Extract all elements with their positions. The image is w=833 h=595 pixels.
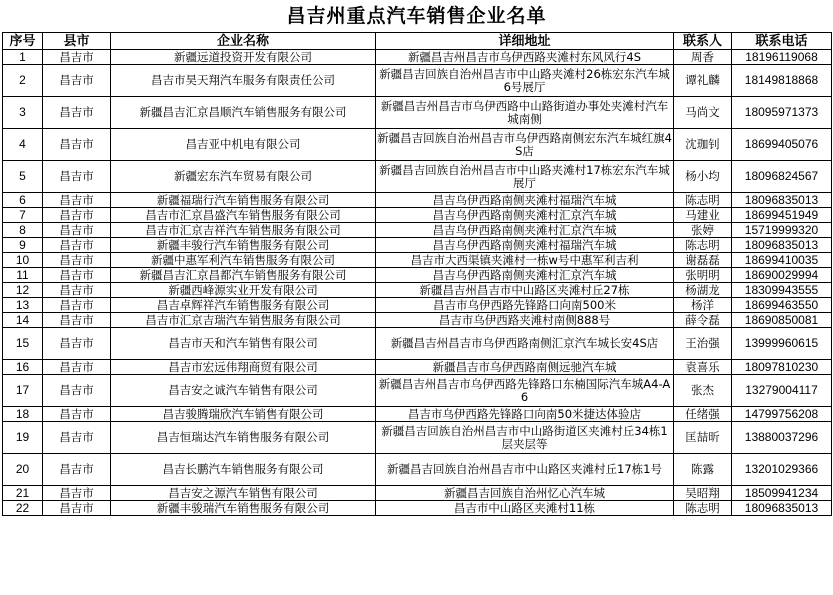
cell-phone: 18196119068 xyxy=(732,50,832,65)
cell-county: 昌吉市 xyxy=(43,328,111,360)
cell-phone: 18509941234 xyxy=(732,486,832,501)
table-row xyxy=(3,298,832,313)
cell-company: 昌吉市汇京吉瑞汽车销售服务有限公司 xyxy=(111,313,376,328)
cell-phone: 18699405076 xyxy=(732,129,832,161)
cell-index: 22 xyxy=(3,501,43,516)
cell-address: 昌吉市中山路区夹滩村11栋 xyxy=(376,501,674,516)
cell-county: 昌吉市 xyxy=(43,360,111,375)
cell-county: 昌吉市 xyxy=(43,298,111,313)
cell-contact: 谢磊磊 xyxy=(674,253,732,268)
cell-phone: 18690850081 xyxy=(732,313,832,328)
cell-address: 新疆昌吉州昌吉市乌伊西路先锋路口东楠国际汽车城A4-A6 xyxy=(376,375,674,407)
header-company: 企业名称 xyxy=(111,33,376,50)
cell-address: 昌吉市乌伊西路夹滩村南侧888号 xyxy=(376,313,674,328)
table-row xyxy=(3,193,832,208)
cell-phone: 18149818868 xyxy=(732,65,832,97)
cell-contact: 谭礼麟 xyxy=(674,65,732,97)
cell-county: 昌吉市 xyxy=(43,97,111,129)
cell-index: 15 xyxy=(3,328,43,360)
table-row xyxy=(3,268,832,283)
cell-address: 新疆昌吉回族自治州昌吉市中山路街道区夹滩村丘34栋1层夹层等 xyxy=(376,422,674,454)
cell-address: 新疆昌吉回族自治州昌吉市中山路夹滩村17栋宏东汽车城展厅 xyxy=(376,161,674,193)
cell-index: 13 xyxy=(3,298,43,313)
cell-address: 昌吉市大西渠镇夹滩村一栋w号中惠军利吉利 xyxy=(376,253,674,268)
cell-contact: 杨湖龙 xyxy=(674,283,732,298)
cell-company: 昌吉安之诚汽车销售有限公司 xyxy=(111,375,376,407)
cell-company: 新疆远道投资开发有限公司 xyxy=(111,50,376,65)
cell-county: 昌吉市 xyxy=(43,407,111,422)
cell-company: 新疆福瑞行汽车销售服务有限公司 xyxy=(111,193,376,208)
table-row xyxy=(3,238,832,253)
cell-phone: 13279004117 xyxy=(732,375,832,407)
cell-address: 昌吉乌伊西路南侧夹滩村福瑞汽车城 xyxy=(376,238,674,253)
table-row xyxy=(3,313,832,328)
cell-index: 17 xyxy=(3,375,43,407)
cell-phone: 14799756208 xyxy=(732,407,832,422)
cell-contact: 陈志明 xyxy=(674,501,732,516)
cell-address: 新疆昌吉回族自治州昌吉市中山路区夹滩村丘17栋1号 xyxy=(376,454,674,486)
cell-index: 19 xyxy=(3,422,43,454)
cell-company: 新疆丰骏瑞汽车销售服务有限公司 xyxy=(111,501,376,516)
table-row xyxy=(3,161,832,193)
cell-index: 4 xyxy=(3,129,43,161)
table-header-row xyxy=(3,33,832,50)
cell-contact: 任绪强 xyxy=(674,407,732,422)
table-row xyxy=(3,65,832,97)
header-county: 县市 xyxy=(43,33,111,50)
cell-phone: 18096835013 xyxy=(732,501,832,516)
cell-company: 昌吉市天和汽车销售有限公司 xyxy=(111,328,376,360)
cell-county: 昌吉市 xyxy=(43,50,111,65)
table-row xyxy=(3,97,832,129)
cell-county: 昌吉市 xyxy=(43,422,111,454)
cell-contact: 陈露 xyxy=(674,454,732,486)
table-row xyxy=(3,253,832,268)
table-row xyxy=(3,454,832,486)
header-contact: 联系人 xyxy=(674,33,732,50)
cell-contact: 张婷 xyxy=(674,223,732,238)
dealer-table xyxy=(2,32,832,516)
cell-county: 昌吉市 xyxy=(43,253,111,268)
cell-phone: 18096835013 xyxy=(732,193,832,208)
cell-index: 21 xyxy=(3,486,43,501)
cell-contact: 马建业 xyxy=(674,208,732,223)
table-row xyxy=(3,283,832,298)
cell-company: 昌吉骏腾瑞欣汽车销售有限公司 xyxy=(111,407,376,422)
cell-contact: 匡喆昕 xyxy=(674,422,732,454)
table-row xyxy=(3,422,832,454)
cell-county: 昌吉市 xyxy=(43,65,111,97)
table-row xyxy=(3,328,832,360)
cell-contact: 张明明 xyxy=(674,268,732,283)
cell-index: 12 xyxy=(3,283,43,298)
header-phone: 联系电话 xyxy=(732,33,832,50)
table-body xyxy=(3,50,832,516)
cell-phone: 18096835013 xyxy=(732,238,832,253)
cell-company: 新疆西峰源实业开发有限公司 xyxy=(111,283,376,298)
cell-address: 昌吉乌伊西路南侧夹滩村汇京汽车城 xyxy=(376,223,674,238)
cell-index: 2 xyxy=(3,65,43,97)
header-index: 序号 xyxy=(3,33,43,50)
cell-company: 昌吉亚中机电有限公司 xyxy=(111,129,376,161)
cell-county: 昌吉市 xyxy=(43,375,111,407)
cell-phone: 18699410035 xyxy=(732,253,832,268)
cell-index: 18 xyxy=(3,407,43,422)
cell-address: 昌吉市乌伊西路先锋路口向南50米捷达体验店 xyxy=(376,407,674,422)
cell-county: 昌吉市 xyxy=(43,501,111,516)
cell-index: 9 xyxy=(3,238,43,253)
cell-contact: 杨洋 xyxy=(674,298,732,313)
cell-phone: 18096824567 xyxy=(732,161,832,193)
cell-company: 新疆昌吉汇京昌都汽车销售服务有限公司 xyxy=(111,268,376,283)
cell-index: 7 xyxy=(3,208,43,223)
table-row xyxy=(3,501,832,516)
cell-contact: 吴昭翔 xyxy=(674,486,732,501)
cell-contact: 王治强 xyxy=(674,328,732,360)
table-row xyxy=(3,375,832,407)
cell-address: 昌吉市乌伊西路先锋路口向南500米 xyxy=(376,298,674,313)
table-row xyxy=(3,360,832,375)
cell-index: 20 xyxy=(3,454,43,486)
cell-index: 1 xyxy=(3,50,43,65)
cell-company: 昌吉市汇京昌盛汽车销售服务有限公司 xyxy=(111,208,376,223)
table-row xyxy=(3,208,832,223)
cell-index: 8 xyxy=(3,223,43,238)
cell-phone: 18699463550 xyxy=(732,298,832,313)
cell-phone: 18095971373 xyxy=(732,97,832,129)
cell-phone: 13880037296 xyxy=(732,422,832,454)
header-address: 详细地址 xyxy=(376,33,674,50)
cell-county: 昌吉市 xyxy=(43,454,111,486)
cell-phone: 13999960615 xyxy=(732,328,832,360)
cell-contact: 陈志明 xyxy=(674,193,732,208)
cell-company: 昌吉卓辉祥汽车销售服务有限公司 xyxy=(111,298,376,313)
cell-index: 5 xyxy=(3,161,43,193)
cell-company: 昌吉市汇京吉祥汽车销售服务有限公司 xyxy=(111,223,376,238)
cell-phone: 13201029366 xyxy=(732,454,832,486)
cell-address: 新疆昌吉州昌吉市乌伊西路南侧汇京汽车城长安4S店 xyxy=(376,328,674,360)
page-title: 昌吉州重点汽车销售企业名单 xyxy=(286,5,547,27)
cell-contact: 沈珈钊 xyxy=(674,129,732,161)
cell-contact: 张杰 xyxy=(674,375,732,407)
cell-contact: 马尚文 xyxy=(674,97,732,129)
cell-county: 昌吉市 xyxy=(43,283,111,298)
cell-company: 昌吉市宏远伟翔商贸有限公司 xyxy=(111,360,376,375)
cell-county: 昌吉市 xyxy=(43,223,111,238)
cell-company: 昌吉市昊天翔汽车服务有限责任公司 xyxy=(111,65,376,97)
cell-county: 昌吉市 xyxy=(43,313,111,328)
cell-index: 14 xyxy=(3,313,43,328)
cell-county: 昌吉市 xyxy=(43,161,111,193)
cell-address: 新疆昌吉州昌吉市乌伊西路夹滩村东风风行4S xyxy=(376,50,674,65)
cell-contact: 薛令磊 xyxy=(674,313,732,328)
cell-index: 11 xyxy=(3,268,43,283)
cell-index: 10 xyxy=(3,253,43,268)
cell-contact: 陈志明 xyxy=(674,238,732,253)
cell-county: 昌吉市 xyxy=(43,268,111,283)
cell-phone: 18699451949 xyxy=(732,208,832,223)
cell-company: 昌吉安之源汽车销售有限公司 xyxy=(111,486,376,501)
cell-county: 昌吉市 xyxy=(43,486,111,501)
cell-index: 16 xyxy=(3,360,43,375)
cell-address: 新疆昌吉回族自治州昌吉市中山路夹滩村26栋宏东汽车城6号展厅 xyxy=(376,65,674,97)
table-row xyxy=(3,486,832,501)
cell-contact: 杨小均 xyxy=(674,161,732,193)
cell-county: 昌吉市 xyxy=(43,129,111,161)
table-row xyxy=(3,223,832,238)
cell-address: 昌吉乌伊西路南侧夹滩村福瑞汽车城 xyxy=(376,193,674,208)
cell-company: 新疆中惠军利汽车销售服务有限公司 xyxy=(111,253,376,268)
table-row xyxy=(3,129,832,161)
cell-phone: 18309943555 xyxy=(732,283,832,298)
cell-index: 3 xyxy=(3,97,43,129)
table-row xyxy=(3,407,832,422)
cell-address: 新疆昌吉州昌吉市中山路区夹滩村丘27栋 xyxy=(376,283,674,298)
cell-address: 昌吉乌伊西路南侧夹滩村汇京汽车城 xyxy=(376,208,674,223)
table-row xyxy=(3,50,832,65)
cell-contact: 袁喜乐 xyxy=(674,360,732,375)
cell-phone: 18097810230 xyxy=(732,360,832,375)
cell-index: 6 xyxy=(3,193,43,208)
cell-address: 新疆昌吉州昌吉市乌伊西路中山路街道办事处夹滩村汽车城南侧 xyxy=(376,97,674,129)
cell-company: 新疆丰骏行汽车销售服务有限公司 xyxy=(111,238,376,253)
cell-address: 昌吉乌伊西路南侧夹滩村汇京汽车城 xyxy=(376,268,674,283)
cell-address: 新疆昌吉回族自治州昌吉市乌伊西路南侧宏东汽车城红旗4S店 xyxy=(376,129,674,161)
cell-company: 昌吉长鹏汽车销售服务有限公司 xyxy=(111,454,376,486)
cell-phone: 15719999320 xyxy=(732,223,832,238)
cell-county: 昌吉市 xyxy=(43,208,111,223)
cell-address: 新疆昌吉回族自治州忆心汽车城 xyxy=(376,486,674,501)
cell-county: 昌吉市 xyxy=(43,238,111,253)
cell-address: 新疆昌吉市乌伊西路南侧远驰汽车城 xyxy=(376,360,674,375)
cell-company: 新疆宏东汽车贸易有限公司 xyxy=(111,161,376,193)
cell-contact: 周香 xyxy=(674,50,732,65)
cell-company: 新疆昌吉汇京昌顺汽车销售服务有限公司 xyxy=(111,97,376,129)
cell-phone: 18690029994 xyxy=(732,268,832,283)
cell-company: 昌吉恒瑞达汽车销售服务有限公司 xyxy=(111,422,376,454)
cell-county: 昌吉市 xyxy=(43,193,111,208)
